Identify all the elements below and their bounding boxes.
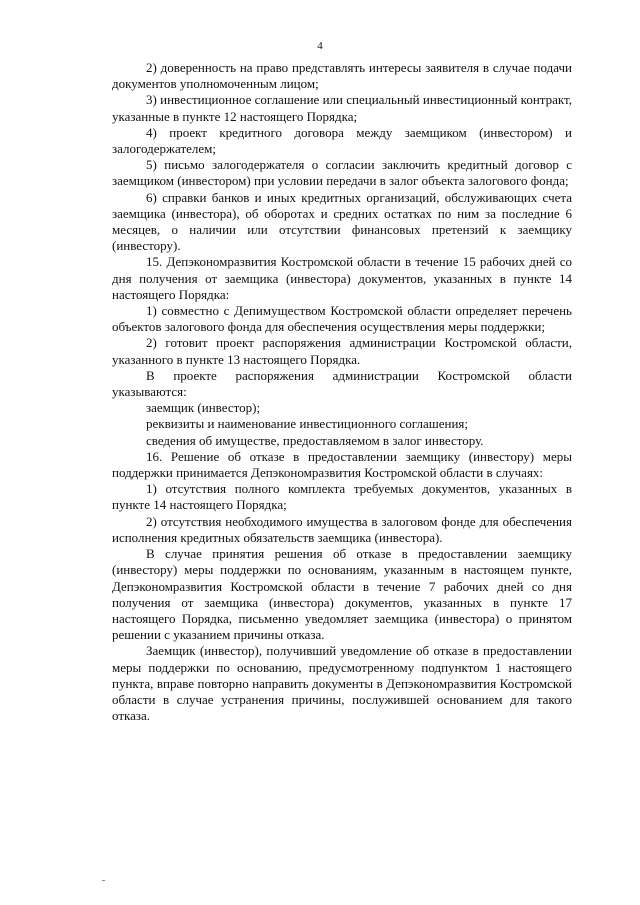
scan-mark <box>102 880 105 881</box>
paragraph-item-2-power-of-attorney: 2) доверенность на право представлять интересы заявителя в случае подачи документов уполномоченным лицом; <box>112 60 572 92</box>
document-body <box>112 60 572 724</box>
paragraph-section-16-item-2: 2) отсутствия необходимого имущества в залоговом фонде для обеспечения исполнения кредитных обязательств заемщика (инвестора). <box>112 513 572 545</box>
paragraph-refusal-notification: В случае принятия решения об отказе в предоставлении заемщику (инвестору) меры поддержки по основаниям, указанным в настоящем пункте, Депэкономразвития Костромской области в течение 7 рабочих дней со дня получения от заемщика (инвестора) документов, указанных в пункте 17 настоящего Порядка, письменно уведомляет заемщика (инвестора) о принятом решении с указанием причины отказа. <box>112 546 572 643</box>
paragraph-section-15-item-2: 2) готовит проект распоряжения администрации Костромской области, указанного в пункте 13 настоящего Порядка. <box>112 335 572 367</box>
paragraph-item-6-bank-statements: 6) справки банков и иных кредитных организаций, обслуживающих счета заемщика (инвестора), об оборотах и средних остатках по ним за последние 6 месяцев, о наличии или отсутствии финансовых претензий к заемщику (инвестору). <box>112 189 572 254</box>
paragraph-decree-property: сведения об имуществе, предоставляемом в залог инвестору. <box>146 432 484 448</box>
paragraph-section-15: 15. Депэкономразвития Костромской области в течение 15 рабочих дней со дня получения от заемщика (инвестора) документов, указанных в пункте 14 настоящего Порядка: <box>112 254 572 302</box>
paragraph-item-4-credit-agreement-draft: 4) проект кредитного договора между заемщиком (инвестором) и залогодержателем; <box>112 124 572 157</box>
paragraph-section-15-item-1: 1) совместно с Депимуществом Костромской области определяет перечень объектов залогового фонда для обеспечения осуществления меры поддержки; <box>112 303 572 335</box>
paragraph-section-16-item-1: 1) отсутствия полного комплекта требуемых документов, указанных в пункте 14 настоящего Порядка; <box>112 481 572 513</box>
paragraph-decree-requisites: реквизиты и наименование инвестиционного соглашения; <box>146 416 469 432</box>
page-number: 4 <box>317 40 323 52</box>
paragraph-decree-contents-intro: В проекте распоряжения администрации Костромской области указываются: <box>112 367 572 400</box>
paragraph-item-3-investment-agreement: 3) инвестиционное соглашение или специальный инвестиционный контракт, указанные в пункте 12 настоящего Порядка; <box>112 92 572 124</box>
paragraph-item-5-pledgee-letter: 5) письмо залогодержателя о согласии заключить кредитный договор с заемщиком (инвестором) при условии передачи в залог объекта залогового фонда; <box>112 157 572 189</box>
paragraph-section-16: 16. Решение об отказе в предоставлении заемщику (инвестору) меры поддержки принимается Депэкономразвития Костромской области в случаях: <box>112 448 572 481</box>
paragraph-decree-borrower: заемщик (инвестор); <box>146 400 261 416</box>
paragraph-resubmission-right: Заемщик (инвестор), получивший уведомление об отказе в предоставлении меры поддержки по основанию, предусмотренному подпунктом 1 настоящего пункта, вправе повторно направить документы в Депэкономразвития Костромской области в случае устранения причины, послужившей основанием для такого отказа. <box>112 643 572 724</box>
